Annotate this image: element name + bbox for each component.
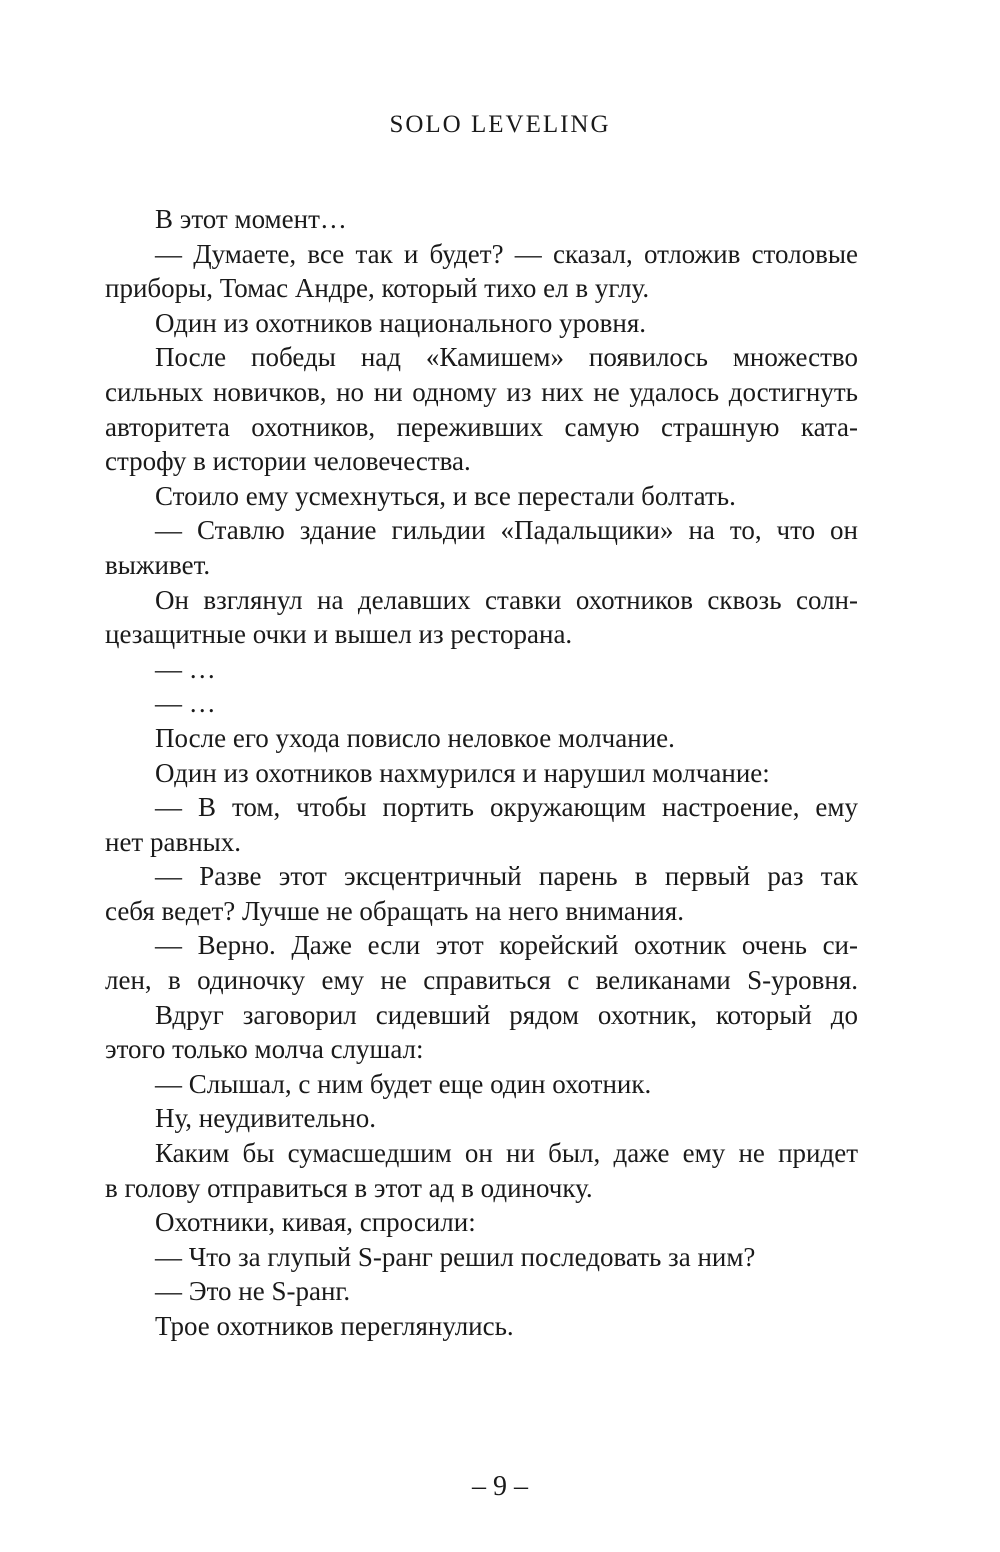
- page-body-text: [105, 202, 858, 1344]
- text-line: Ну, неудивительно.: [155, 1103, 377, 1134]
- running-header: SOLO LEVELING: [389, 111, 611, 138]
- text-line: приборы, Томас Андре, который тихо ел в углу.: [105, 273, 650, 304]
- text-line: в голову отправиться в этот ад в одиночку.: [105, 1172, 593, 1203]
- text-line: этого только молча слушал:: [105, 1034, 424, 1065]
- text-line: Он взглянул на делавших ставки охотников сквозь солн-: [155, 584, 858, 615]
- text-line: Охотники, кивая, спросили:: [155, 1207, 476, 1238]
- text-line: — Слышал, с ним будет еще один охотник.: [155, 1068, 652, 1099]
- text-line: авторитета охотников, переживших самую страшную ката-: [105, 411, 858, 442]
- text-line: Один из охотников национального уровня.: [155, 307, 647, 338]
- text-line: сильных новичков, но ни одному из них не удалось достигнуть: [105, 376, 858, 407]
- text-line: — …: [155, 688, 216, 719]
- text-line: нет равных.: [105, 826, 242, 857]
- text-line: — Думаете, все так и будет? — сказал, отложив столовые: [155, 238, 858, 269]
- text-line: — Верно. Даже если этот корейский охотник очень си-: [155, 930, 858, 961]
- text-line: Вдруг заговорил сидевший рядом охотник, который до: [155, 999, 858, 1030]
- text-line: — Это не S-ранг.: [155, 1276, 351, 1307]
- text-line: себя ведет? Лучше не обращать на него внимания.: [105, 895, 684, 926]
- text-line: После победы над «Камишем» появилось множество: [155, 342, 858, 373]
- text-line: цезащитные очки и вышел из ресторана.: [105, 619, 573, 650]
- text-line: После его ухода повисло неловкое молчание.: [155, 722, 675, 753]
- text-line: — В том, чтобы портить окружающим настроение, ему: [155, 792, 858, 823]
- text-line: Каким бы сумасшедшим он ни был, даже ему не придет: [155, 1138, 858, 1169]
- page-number: – 9 –: [472, 1471, 528, 1502]
- text-line: Один из охотников нахмурился и нарушил молчание:: [155, 757, 770, 788]
- text-line: строфу в истории человечества.: [105, 446, 471, 477]
- text-line: — Разве этот эксцентричный парень в первый раз так: [155, 861, 858, 892]
- text-line: Стоило ему усмехнуться, и все перестали болтать.: [155, 480, 736, 511]
- text-line: лен, в одиночку ему не справиться с великанами S-уровня.: [105, 965, 858, 996]
- text-line: выживет.: [105, 549, 211, 580]
- text-line: В этот момент…: [155, 204, 347, 234]
- text-line: Трое охотников переглянулись.: [155, 1311, 514, 1341]
- text-line: — …: [155, 653, 216, 684]
- text-line: — Ставлю здание гильдии «Падальщики» на то, что он: [155, 515, 858, 546]
- text-line: — Что за глупый S-ранг решил последовать за ним?: [155, 1241, 756, 1272]
